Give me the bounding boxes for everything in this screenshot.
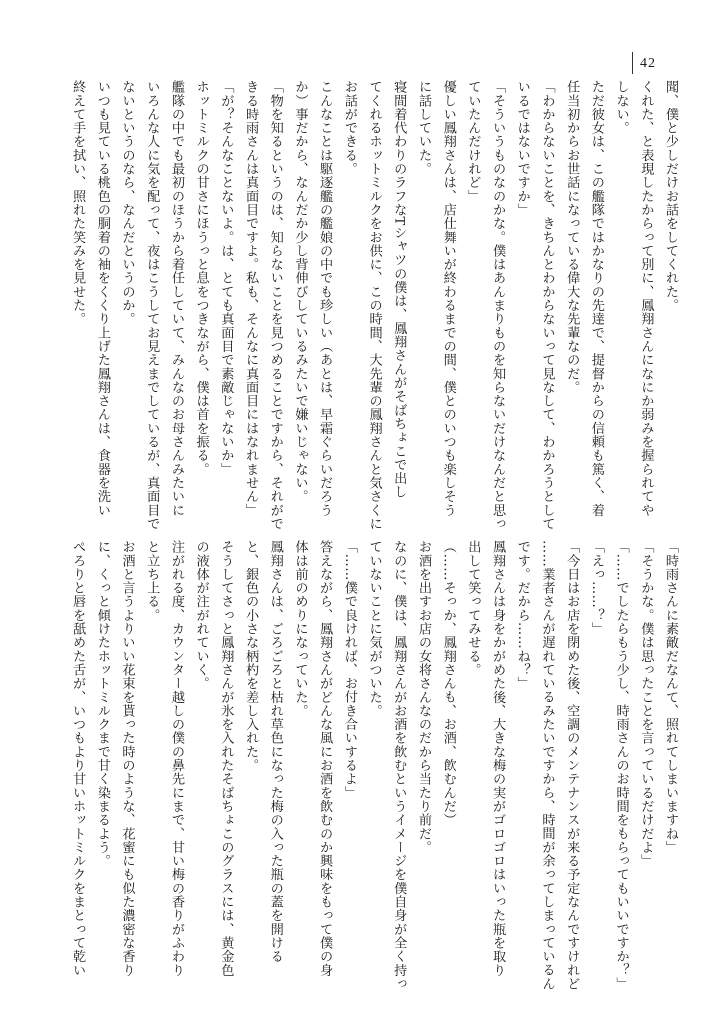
text-line: 答えながら、鳳翔さんがどんな風にお酒を飲むのか興味をもって僕の身 [317, 540, 333, 977]
text-line: 「……でしたらもう少し、時雨さんのお時間をもらってもいいですか？」 [613, 540, 629, 991]
text-line: 「時雨さんに素敵だなんて、照れてしまいますね」 [663, 540, 678, 854]
text-line: 「えっ……？」 [588, 540, 604, 636]
text-line: ……業者さんが遅れているみたいですから、時間が余ってしまっているん [539, 540, 555, 991]
text-line: 終えて手を拭い、照れた笑みを見せた。 [70, 80, 86, 326]
text-line: ていたんだけれど」 [465, 80, 481, 203]
text-line: 鳳翔さんは身をかがめた後、大きな梅の実がゴロゴロはいった瓶を取り [490, 540, 506, 977]
text-line: いるではないですか」 [514, 80, 530, 217]
text-line: いつも見ている桃色の胴着の袖をくくり上げた鳳翔さんは、食器を洗い [94, 80, 110, 517]
text-line: お話ができる。 [341, 80, 357, 176]
text-line: 注がれる度、カウンター越しの僕の鼻先にまで、甘い梅の香りがふわり [168, 540, 184, 977]
text-line: です。だから……ね？」 [514, 540, 530, 691]
text-line: こんなことは駆逐艦の艦娘の中でも珍しい（あとは、早霜ぐらいだろう [317, 80, 333, 517]
text-line: 「そうかな。僕は思ったことを言っているだけだよ」 [638, 540, 654, 868]
text-line: 出して笑ってみせる。 [465, 540, 481, 677]
text-line: ないというのなら、なんだというのか。 [119, 80, 135, 326]
text-line: てくれるホットミルクをお供に、この時間、大先輩の鳳翔さんと気さくに [366, 80, 382, 531]
text-line: ぺろりと唇を舐めた舌が、いつもより甘いホットミルクをまとって乾い [70, 540, 86, 977]
top-text-block [70, 80, 682, 531]
text-line: に、くっと傾けたホットミルクまで甘く染まるよう。 [94, 540, 110, 868]
text-line: くれた、と表現したからって別に、鳳翔さんになにか弱みを握られてや [638, 80, 654, 517]
text-line: か）事だから、なんだか少し背伸びしているみたいで嫌いじゃない。 [292, 80, 308, 504]
text-line: 艦隊の中でも最初のほうから着任していて、みんなのお母さんみたいに [168, 80, 184, 517]
text-line: お酒と言うよりいい花束を貰った時のような、花蜜にも似た濃密な香り [119, 540, 135, 977]
text-line: 「が？そんなことないよ。は、とても真面目で素敵じゃないか」 [218, 80, 234, 476]
page-number-rule [632, 52, 633, 74]
text-line: きる時雨さんは真面目ですよ。私も、そんなに真面目にはなれません」 [243, 80, 259, 517]
text-line: 聞、僕と少しだけお話をしてくれた。 [663, 80, 678, 313]
text-line: ただ彼女は、この艦隊ではかなりの先達で、提督からの信頼も篤く、着 [588, 80, 604, 517]
bottom-text-block [70, 540, 682, 991]
text-line: 任当初からお世話になっている偉大な先輩なのだ。 [564, 80, 580, 394]
text-line: と立ち上る。 [144, 540, 160, 622]
text-line: 「そういうものなのかな。僕はあんまりものを知らないだけなんだと思っ [490, 80, 506, 531]
text-line: 体は前のめりになっていた。 [292, 540, 308, 718]
text-line: 「わからないことを、きちんとわからないって見なして、わかろうとして [539, 80, 555, 531]
text-line: ホットミルクの甘さにほうっと息をつきながら、僕は首を振る。 [193, 80, 209, 476]
text-line: と、銀色の小さな柄杓を差し入れた。 [243, 540, 259, 773]
text-line: しない。 [613, 80, 629, 135]
page-number: 42 [640, 56, 656, 71]
text-line: 優しい鳳翔さんは、店仕舞いが終わるまでの間、僕とのいつも楽しそう [440, 80, 456, 517]
text-line: 「物を知るというのは、知らないことを見つめることですから、それがで [267, 80, 283, 531]
text-line: 寝間着代わりのラフなTシャツの僕は、鳳翔さんがそばちょこで出し [391, 80, 407, 499]
text-line: そうしてさっと鳳翔さんが氷を入れたそばちょこのグラスには、黄金色 [218, 540, 234, 977]
text-line: 「……僕で良ければ、お付き合いするよ」 [341, 540, 357, 800]
text-line: なのに、僕は、鳳翔さんがお酒を飲むというイメージを僕自身が全く持っ [391, 540, 407, 991]
text-line: に話していた。 [415, 80, 431, 176]
text-line: お酒を出すお店の女将さんなのだから当たり前だ。 [415, 540, 431, 854]
text-line: いろんな人に気を配って、夜はこうしてお見えまでしているが、真面目で [144, 80, 160, 531]
text-line: ていないことに気がついた。 [366, 540, 382, 718]
text-line: 「今日はお店を閉めた後、空調のメンテナンスが来る予定なんですけれど [564, 540, 580, 991]
text-line: （……そっか、鳳翔さんも、お酒、飲むんだ） [440, 540, 456, 827]
text-line: 鳳翔さんは、ごろごろと枯れ草色になった梅の入った瓶の蓋を開ける [267, 540, 283, 964]
text-line: の液体が注がれていく。 [193, 540, 209, 691]
